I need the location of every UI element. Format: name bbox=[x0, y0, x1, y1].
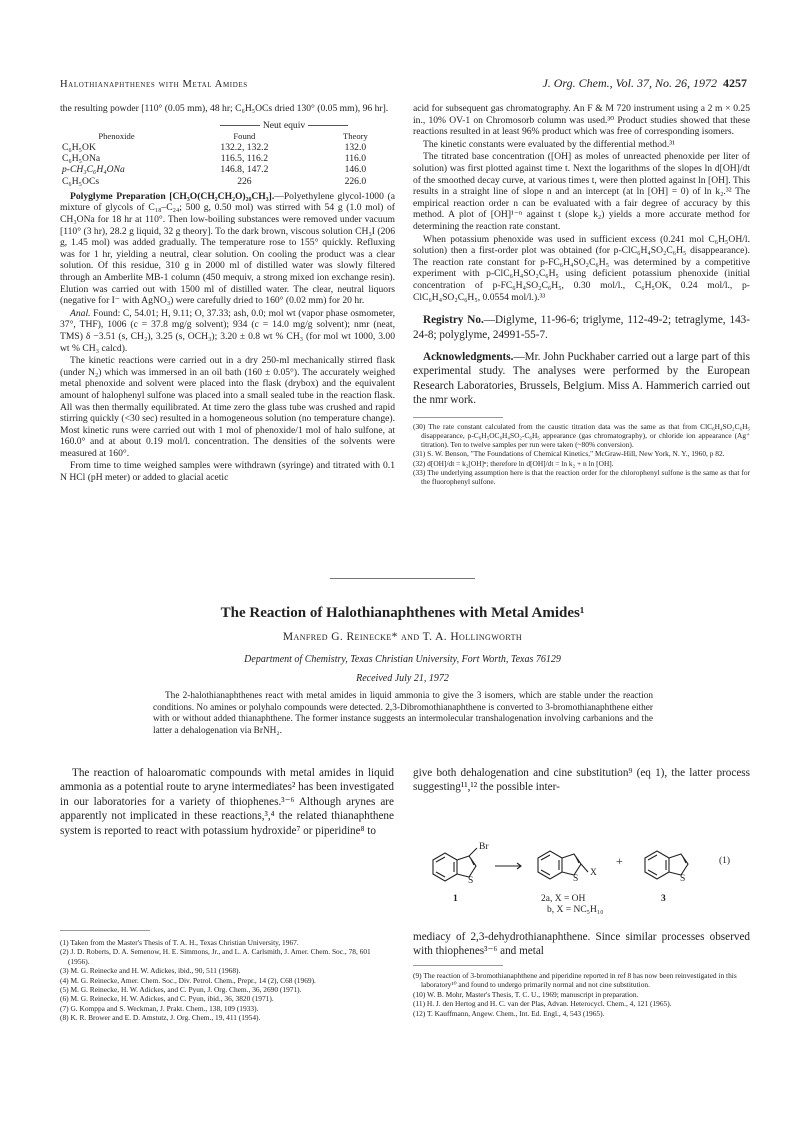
footnote: (30) The rate constant calculated from the caustic titration data was the same as that from ClC₆H₄SO₂C₆H₅ disappearance, p-C₆H₅OC₆H₄SO₂-C₆H₅ appearance (gas chromatography), or chloride ion appearance (Ag⁺ titration). Ten to twelve samples per run were taken (~80% conversion). bbox=[413, 421, 750, 450]
table-row: p-CH₃C₆H₄ONa 146.8, 147.2 146.0 bbox=[62, 164, 367, 176]
footnote-rule bbox=[413, 965, 503, 966]
body-text-left: The reaction of haloaromatic compounds with metal amides in liquid ammonia as a potential route to aryne intermediates² has been investigated in our laboratories for a variety of thiophenes.³⁻⁶ Although arynes are apparently not implicated in these reactions,³,⁴ the related thianaphthene system is reported to react with potassium hydroxide⁷ or piperidine⁸ to bbox=[60, 767, 394, 837]
footnote: (5) M. G. Reinecke, H. W. Adickes, and C. Pyun, J. Org. Chem., 36, 2690 (1971). bbox=[60, 985, 302, 995]
neut-equiv-table bbox=[60, 118, 395, 187]
right-column bbox=[413, 103, 750, 487]
footnote: (4) M. G. Reinecke, Amer. Chem. Soc., Div. Petrol. Chem., Prepr., 14 (2), C68 (1969). bbox=[60, 975, 316, 985]
footnote: (33) The underlying assumption here is that the reaction order for the chlorophenyl sulfone is the same as that for the fluorophenyl sulfone. bbox=[413, 468, 750, 487]
footnote: (31) S. W. Benson, "The Foundations of Chemical Kinetics," McGraw-Hill, New York, N. Y., 1960, p 82. bbox=[413, 449, 725, 459]
footnote: (12) T. Kauffmann, Angew. Chem., Int. Ed. Engl., 4, 543 (1965). bbox=[413, 1008, 605, 1018]
footnote: (8) K. R. Brower and E. D. Amstutz, J. Org. Chem., 19, 411 (1954). bbox=[60, 1013, 261, 1023]
article-title: The Reaction of Halothianaphthenes with Metal Amides¹ bbox=[220, 605, 585, 621]
paragraph: Anal. Found: C, 54.01; H, 9.11; O, 37.33; ash, 0.0; mol wt (vapor phase osmometer, 37°, THF), 1006 (c = 37.8 mg/g solvent); 934 (c = 14.0 mg/g solvent); nmr (neat, TMS) δ −3.51 (s, CH₂), 3.25 (s, OCH₃); 3.20 ± 0.8 wt % CH₃ (for mol wt 1000, 3.00 wt % CH₃ calcd). bbox=[60, 307, 395, 354]
page-number: 4257 bbox=[723, 76, 747, 90]
footnote-rule bbox=[60, 930, 150, 931]
body-text-right-bottom: mediacy of 2,3-dehydrothianaphthene. Since similar processes observed with thiophenes³⁻⁶ and metal bbox=[413, 931, 750, 958]
table-row: C₆H₅OCs 226 226.0 bbox=[62, 175, 367, 187]
compound-label-3: 3 bbox=[661, 894, 666, 904]
journal-citation: J. Org. Chem., Vol. 37, No. 26, 1972 bbox=[542, 76, 717, 90]
article-separator bbox=[330, 578, 475, 579]
footnote: (2) J. D. Roberts, D. A. Semenow, H. E. Simmons, Jr., and L. A. Carlsmith, J. Amer. Chem. Soc., 78, 601 (1956). bbox=[60, 947, 371, 966]
footnotes-right bbox=[413, 971, 750, 1018]
paragraph: the resulting powder [110° (0.05 mm), 48 hr; C₆H₅OCs dried 130° (0.05 mm), 96 hr]. bbox=[60, 103, 389, 114]
footnotes-left bbox=[60, 938, 394, 1023]
sulfur-label: S bbox=[468, 876, 474, 886]
footnote: (10) W. B. Mohr, Master's Thesis, T. C. U., 1969; manuscript in preparation. bbox=[413, 989, 639, 999]
footnote: (32) d[OH]/dt = k₂[OH]ⁿ; therefore ln d[OH]/dt = ln k₂ + n ln [OH]. bbox=[413, 458, 614, 468]
thiophene-ring bbox=[457, 856, 476, 877]
table-header: Found bbox=[233, 130, 256, 141]
registry-numbers: Registry No.—Diglyme, 11-96-6; triglyme, 112-49-2; tetraglyme, 143-24-8; polyglyme, 24991-55-7. bbox=[413, 314, 750, 341]
compound-label-2b: b, X = NC₅H₁₀ bbox=[547, 905, 604, 915]
paragraph: acid for subsequent gas chromatography. An F & M 720 instrument using a 2 m × 0.25 in., 10% OV-1 on Chromosorb column was used.³⁰ Product studies showed that these reactions resulted in at least 96% product which was free of corresponding isomers. bbox=[413, 103, 750, 138]
equation-number: (1) bbox=[719, 856, 731, 866]
compound-label-1: 1 bbox=[453, 894, 458, 904]
paragraph: The kinetic reactions were carried out in a dry 250-ml mechanically stirred flask (under N₂) which was immersed in an oil bath (160 ± 0.05°). The accurately weighed metal phenoxide and solvent were placed into the flask (drybox) and the equivalent amount of halophenyl sulfone was placed into a small sealed tube in the reaction flask. All was then thermally equilibrated. At time zero the glass tube was crushed and rapid stirring quickly (<30 sec) resulted in a homogeneous solution (no temperature change). Most kinetic runs were carried out with 1 mol of phenoxide/1 mol of halo sulfone, at 160.0° and at about 0.19 mol/l. concentration. The densities of the solvents were measured at 160°. bbox=[60, 355, 395, 459]
acknowledgments: Acknowledgments.—Mr. John Puckhaber carried out a large part of this experimental study. The analyses were performed by the European Research Laboratories, Brussels, Belgium. Miss A. Hammerich carried out the nmr work. bbox=[413, 350, 750, 407]
paragraph: When potassium phenoxide was used in sufficient excess (0.241 mol C₆H₅OH/l. solution) then a first-order plot was obtained (for p-ClC₆H₄SO₂C₆H₅ disappearance). The reaction rate constant for p-FC₆H₄SO₂C₆H₅ was determined by a competitive experiment with p-ClC₆H₄SO₂C₆H₅ using deficient potassium phenoxide (initial concentration of p-FC₆H₄SO₂C₆H₅, 0.30 mol/l., C₆H₅OK, 0.24 mol/l., p-ClC₆H₄SO₂C₆H₅, 0.0554 mol/l.).³³ bbox=[413, 233, 750, 303]
table-header: Theory bbox=[342, 130, 368, 141]
plus-sign: + bbox=[616, 854, 623, 868]
compound-label-2a: 2a, X = OH bbox=[541, 894, 586, 904]
running-head-title: Halothianaphthenes with Metal Amides bbox=[60, 79, 248, 90]
table-header: Phenoxide bbox=[98, 130, 135, 141]
left-column bbox=[60, 103, 395, 485]
x-label: X bbox=[590, 868, 597, 878]
sulfur-label: S bbox=[573, 874, 579, 884]
paragraph: From time to time weighed samples were withdrawn (syringe) and titrated with 0.1 N HCl (pH meter) or added to glacial acetic bbox=[60, 460, 395, 484]
running-head-journal bbox=[542, 76, 747, 91]
paragraph: The titrated base concentration ([OH] as moles of unreacted phenoxide per liter of solution) was first plotted against time t. Next the logarithms of the slopes ln d[OH]/dt of the smoothed decay curve, at various times t, were then plotted against ln [OH]. This results in a straight line of slope n and an intercept (at ln [OH] = 0) of ln k₂.³² The empirical reaction order n can be evaluated with a fair degree of accuracy by this method. A plot of [OH]¹⁻ⁿ against t (slope k₂) yields a more accurate method for determining the reaction rate constant. bbox=[413, 151, 750, 232]
sulfur-label: S bbox=[680, 874, 686, 884]
footnote: (9) The reaction of 3-bromothianaphthene and piperidine reported in ref 8 has now been reinvestigated in this laboratory¹⁰ and found to undergo primarily normal and not cine substitution. bbox=[413, 971, 737, 990]
paragraph: Polyglyme Preparation [CH₃O(CH₂CH₂O)₂₀CH₃].—Polyethylene glycol-1000 (a mixture of glycols of C₁₈–C₂₄; 500 g, 0.50 mol) was stirred with 54 g (1.0 mol) of CH₃ONa for 18 hr at 110°. Then low-boiling substances were removed under vacuum [110° (3 hr), 28.2 g liquid, 32 g theory]. To the dark brown, viscous solution CH₃I (206 g, 1.45 mol) was added gradually. The temperature rose to 155° quickly. Refluxing was for 1 hr, yielding a neutral, clear solution. On cooling the product was a clear solution. Of this residue, 310 g in 2000 ml of distilled water was slowly filtered through an Amberlite MB-1 column (450 mequiv, a strong mixed ion exchange resin). Elution was carried out with 1500 ml of distilled water. The clear, neutral liquors (negative for I⁻ with AgNO₃) were carefully dried to 160° (0.02 mm) for 20 hr. bbox=[60, 190, 395, 307]
footnote: (11) H. J. den Hertog and H. C. van der Plas, Advan. Heterocycl. Chem., 4, 121 (1965). bbox=[413, 999, 672, 1009]
table-row: C₆H₅OK 132.2, 132.2 132.0 bbox=[62, 142, 367, 153]
body-text-right-top: give both dehalogenation and cine substitution⁹ (eq 1), the latter process suggesting¹¹,¹² the possible inter- bbox=[413, 767, 750, 794]
footnote: (6) M. G. Reinecke, H. W. Adickes, and C. Pyun, ibid., 36, 3820 (1971). bbox=[60, 994, 274, 1004]
footnote: (7) G. Komppa and S. Weckman, J. Prakt. Chem., 138, 109 (1933). bbox=[60, 1003, 259, 1013]
reaction-scheme bbox=[413, 842, 750, 922]
footnote: (3) M. G. Reinecke and H. W. Adickes, ibid., 90, 511 (1968). bbox=[60, 966, 241, 976]
footnote: (1) Taken from the Master's Thesis of T. A. H., Texas Christian University, 1967. bbox=[60, 938, 299, 947]
table-group-header: Neut equiv bbox=[173, 118, 395, 131]
article-authors: Manfred G. Reinecke* and T. A. Hollingworth bbox=[282, 631, 523, 643]
affiliation: Department of Chemistry, Texas Christian University, Fort Worth, Texas 76129 bbox=[244, 654, 561, 665]
paragraph: The kinetic constants were evaluated by the differential method.³¹ bbox=[423, 138, 675, 150]
bromo-label: Br bbox=[479, 842, 489, 852]
abstract: The 2-halothianaphthenes react with metal amides in liquid ammonia to give the 3 isomers, which are stable under the reaction conditions. No amines or polyhalo compounds were detected. 2,3-Dibromothianaphthene is converted to 3-bromothianaphthene either with or without added thianaphthene. The former instance suggests an intermolecular transhalogenation involving carbanions and the latter a dehalogenation via BrNH₂. bbox=[153, 691, 653, 736]
received-date: Received July 21, 1972 bbox=[356, 673, 449, 684]
table-row: C₆H₅ONa 116.5, 116.2 116.0 bbox=[62, 153, 366, 165]
